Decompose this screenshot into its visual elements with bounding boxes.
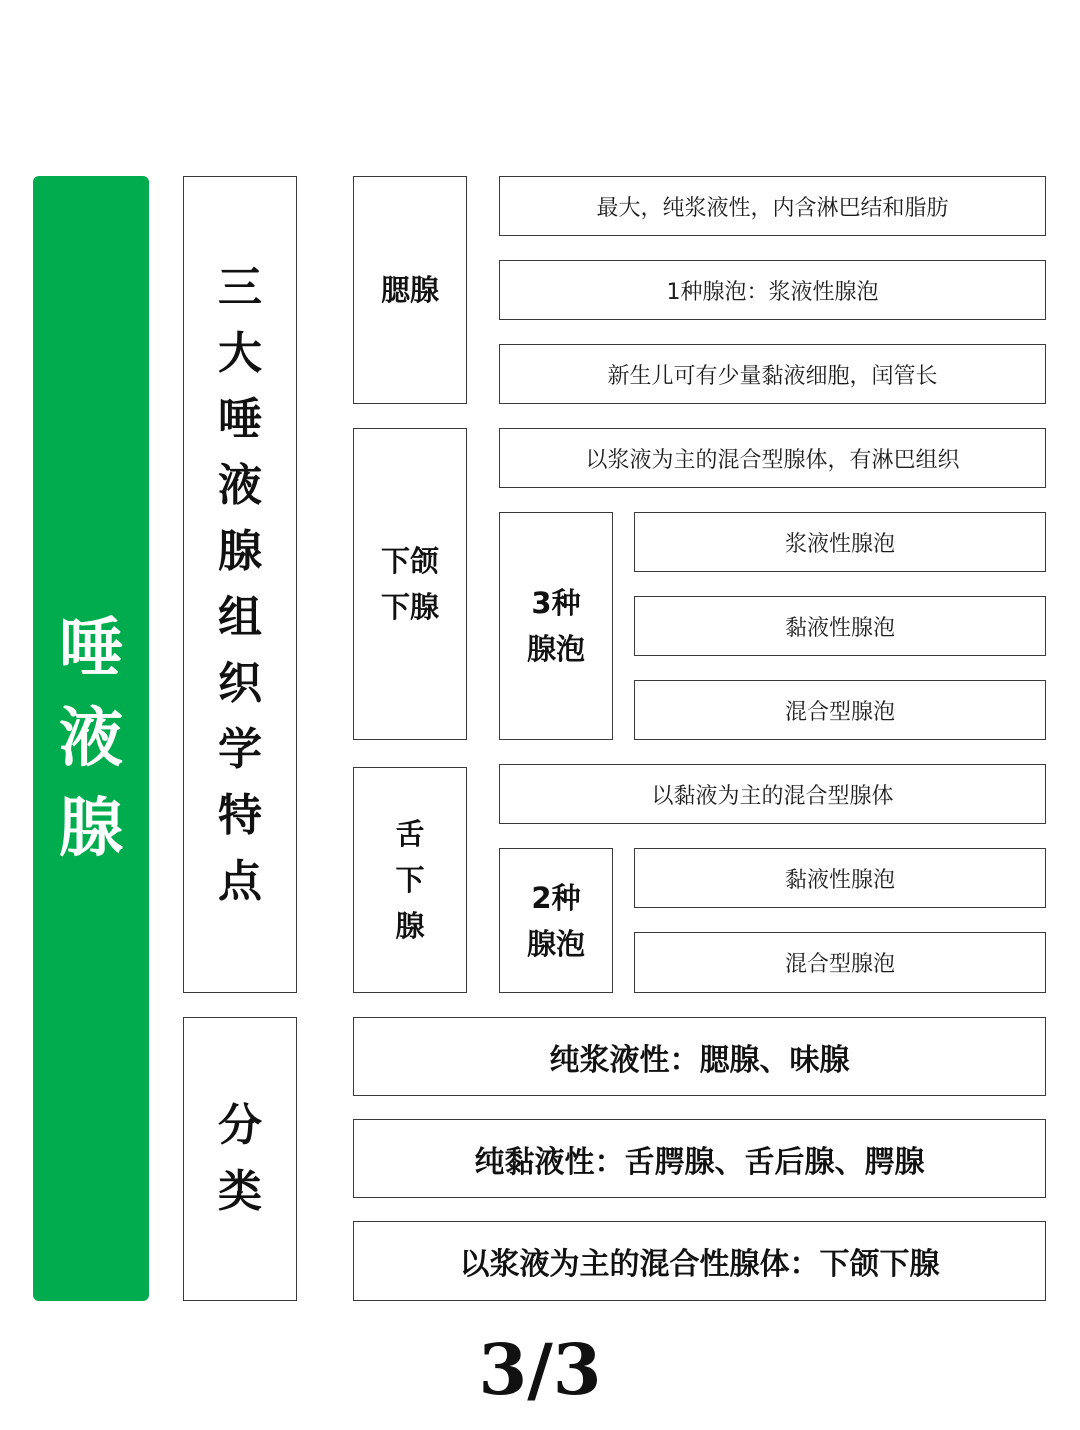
submandibular-acinus-1-text: 浆液性腺泡 bbox=[784, 531, 895, 557]
gland-sublingual-box bbox=[353, 767, 467, 993]
sublingual-acini-box bbox=[499, 848, 613, 993]
gland-sublingual-label: 舌下腺 bbox=[395, 817, 425, 943]
sublingual-acinus-1-text: 黏液性腺泡 bbox=[784, 867, 895, 893]
parotid-item-3 bbox=[499, 344, 1046, 404]
submandibular-note-text: 以浆液为主的混合型腺体，有淋巴组织 bbox=[585, 447, 960, 473]
classification-row-3-text: 以浆液为主的混合性腺体：下颌下腺 bbox=[459, 1247, 940, 1282]
submandibular-acinus-2 bbox=[634, 596, 1046, 656]
sublingual-acini-label: 2种腺泡 bbox=[526, 880, 585, 961]
classification-row-3 bbox=[353, 1221, 1046, 1301]
page-title: 唾液腺 bbox=[59, 610, 123, 866]
submandibular-acini-label: 3种腺泡 bbox=[526, 586, 585, 666]
parotid-item-2 bbox=[499, 260, 1046, 320]
sublingual-note-text: 以黏液为主的混合型腺体 bbox=[651, 783, 894, 809]
classification-row-2-text: 纯黏液性：舌腭腺、舌后腺、腭腺 bbox=[474, 1144, 925, 1180]
classification-row-1 bbox=[353, 1017, 1046, 1096]
parotid-item-3-text: 新生儿可有少量黏液细胞，闰管长 bbox=[607, 363, 938, 389]
features-label: 三大唾液腺组织学特点 bbox=[218, 261, 262, 907]
classification-label-box bbox=[183, 1017, 297, 1301]
submandibular-acini-box bbox=[499, 512, 613, 740]
submandibular-acinus-3-text: 混合型腺泡 bbox=[784, 699, 895, 725]
parotid-item-1-text: 最大，纯浆液性，内含淋巴结和脂肪 bbox=[596, 195, 949, 221]
classification-label: 分类 bbox=[218, 1100, 262, 1217]
classification-row-2 bbox=[353, 1119, 1046, 1198]
parotid-item-1 bbox=[499, 176, 1046, 236]
features-label-box bbox=[183, 176, 297, 993]
submandibular-acinus-1 bbox=[634, 512, 1046, 572]
gland-submandibular-label: 下颌下腺 bbox=[380, 544, 439, 624]
title-bar bbox=[33, 176, 149, 1301]
parotid-item-2-text: 1种腺泡：浆液性腺泡 bbox=[666, 279, 879, 305]
submandibular-acinus-3 bbox=[634, 680, 1046, 740]
submandibular-note bbox=[499, 428, 1046, 488]
sublingual-acinus-1 bbox=[634, 848, 1046, 908]
gland-submandibular-box bbox=[353, 428, 467, 740]
gland-parotid-label: 腮腺 bbox=[380, 273, 439, 307]
sublingual-acinus-2 bbox=[634, 932, 1046, 993]
sublingual-note bbox=[499, 764, 1046, 824]
sublingual-acinus-2-text: 混合型腺泡 bbox=[784, 952, 895, 977]
gland-parotid-box bbox=[353, 176, 467, 404]
page-indicator: 3/3 bbox=[478, 1328, 602, 1411]
submandibular-acinus-2-text: 黏液性腺泡 bbox=[784, 615, 895, 641]
classification-row-1-text: 纯浆液性：腮腺、味腺 bbox=[549, 1042, 850, 1078]
